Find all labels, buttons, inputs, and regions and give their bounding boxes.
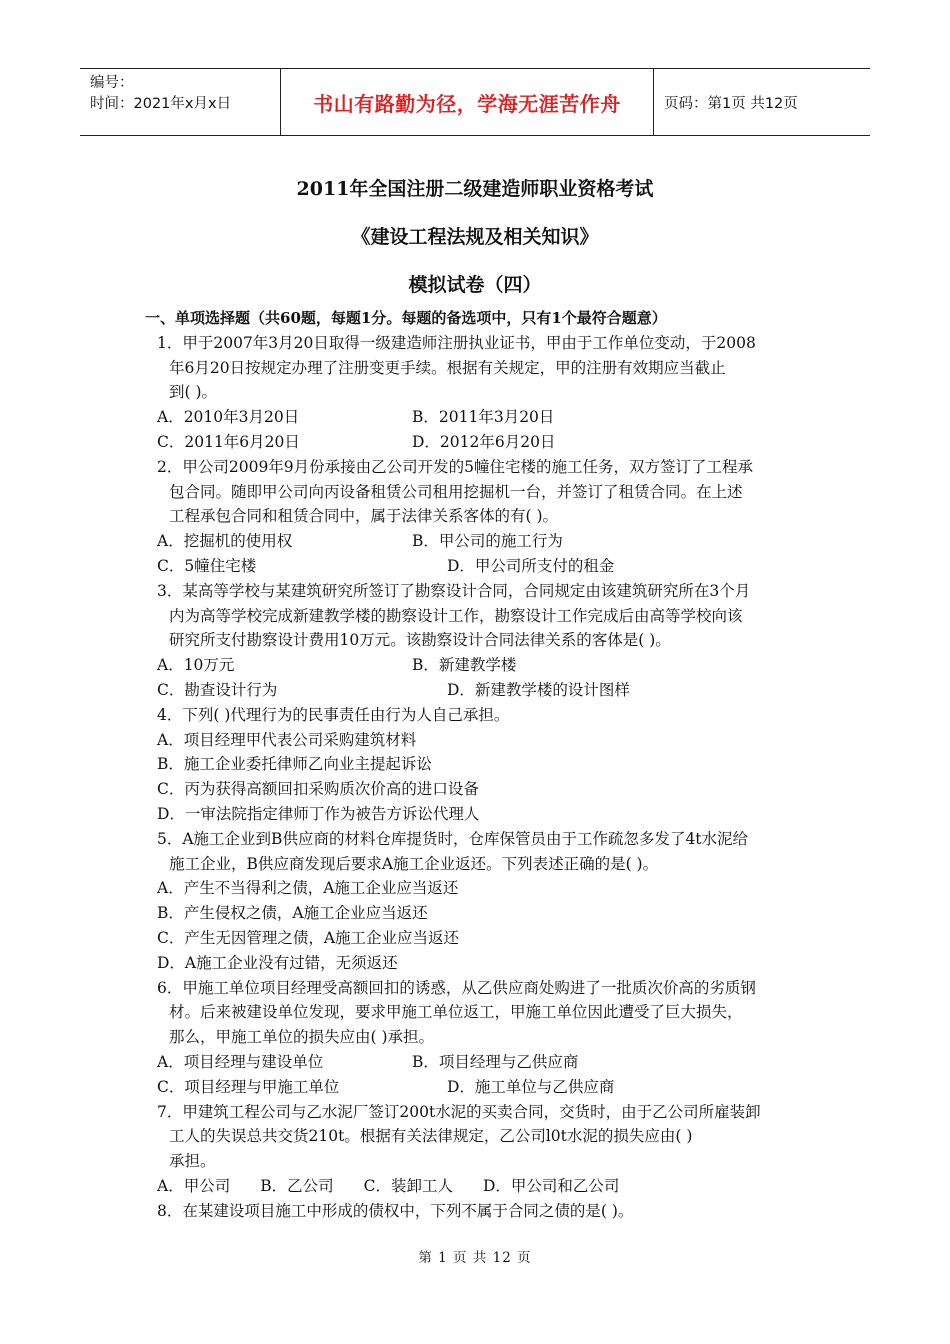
question-3 (145, 579, 805, 703)
question-8 (145, 1199, 805, 1224)
answer-option: A．甲公司 (157, 1176, 231, 1195)
option-row (145, 752, 805, 777)
answer-option: C．项目经理与甲施工单位 (157, 1077, 340, 1096)
question-stem (145, 1100, 805, 1174)
answer-option: B．项目经理与乙供应商 (412, 1052, 579, 1071)
answer-option: C．丙为获得高额回扣采购质次价高的进口设备 (157, 780, 479, 799)
question-stem (145, 1199, 805, 1224)
question-1 (145, 331, 805, 455)
question-stem (145, 579, 805, 653)
question-stem-line: 8．在某建设项目施工中形成的债权中，下列不属于合同之债的是( )。 (157, 1201, 634, 1220)
answer-option: A．2010年3月20日 (157, 408, 300, 427)
question-stem-line: 4．下列( )代理行为的民事责任由行为人自己承担。 (157, 705, 510, 724)
question-6 (145, 976, 805, 1100)
answer-option: C．装卸工人 (363, 1176, 453, 1195)
option-row (145, 951, 805, 976)
answer-option: B．施工企业委托律师乙向业主提起诉讼 (157, 755, 432, 774)
option-row (145, 1174, 805, 1199)
header-meta (80, 69, 280, 135)
answer-option: A．项目经理甲代表公司采购建筑材料 (157, 730, 417, 749)
question-stem-line: 研究所支付勘察设计费用10万元。该勘察设计合同法律关系的客体是( )。 (169, 631, 671, 650)
question-stem-line: 5．A施工企业到B供应商的材料仓库提货时，仓库保管员由于工作疏忽多发了4t水泥给 (157, 829, 749, 848)
question-stem (145, 827, 805, 877)
question-stem (145, 976, 805, 1050)
question-stem-line: 1．甲于2007年3月20日取得一级建造师注册执业证书，甲由于工作单位变动，于2008 (157, 333, 756, 352)
answer-option: C．2011年6月20日 (157, 432, 300, 451)
header-motto: 书山有路勤为径，学海无涯苦作舟 (280, 69, 654, 135)
option-row (145, 777, 805, 802)
question-2 (145, 455, 805, 579)
question-stem-line: 内为高等学校完成新建教学楼的勘察设计工作，勘察设计工作完成后由高等学校向该 (169, 606, 743, 625)
exam-subject: 《建设工程法规及相关知识》 (351, 226, 599, 248)
question-stem-line: 6．甲施工单位项目经理受高额回扣的诱惑，从乙供应商处购进了一批质次价高的劣质钢 (157, 978, 756, 997)
question-stem-line: 工人的失误总共交货210t。根据有关法律规定，乙公司l0t水泥的损失应由( ) (169, 1127, 693, 1146)
answer-option: D．2012年6月20日 (412, 432, 556, 451)
option-row (145, 430, 805, 455)
exam-paper-name: 模拟试卷（四） (408, 274, 542, 296)
question-stem-line: 3．某高等学校与某建筑研究所签订了勘察设计合同，合同规定由该建筑研究所在3个月 (157, 581, 751, 600)
document-date: 时间：2021年x月x日 (90, 96, 232, 112)
question-stem-line: 工程承包合同和租赁合同中，属于法律关系客体的有( )。 (169, 507, 559, 526)
answer-option: C．5幢住宅楼 (157, 556, 257, 575)
question-stem-line: 年6月20日按规定办理了注册变更手续。根据有关规定，甲的注册有效期应当截止 (169, 358, 726, 377)
question-stem-line: 包合同。随即甲公司向丙设备租赁公司租用挖掘机一台，并签订了租赁合同。在上述 (169, 482, 743, 501)
question-stem-line: 2．甲公司2009年9月份承接由乙公司开发的5幢住宅楼的施工任务，双方签订了工程承 (157, 457, 754, 476)
answer-option: D．一审法院指定律师丁作为被告方诉讼代理人 (157, 804, 480, 823)
option-row (145, 1050, 805, 1075)
page-footer: 第 1 页 共 12 页 (418, 1250, 532, 1266)
option-row (145, 802, 805, 827)
answer-option: A．挖掘机的使用权 (157, 532, 293, 551)
answer-option: B．乙公司 (260, 1176, 334, 1195)
answer-option: D．甲公司和乙公司 (482, 1176, 620, 1195)
option-row (145, 529, 805, 554)
header-page-code: 页码：第1页 共12页 (664, 95, 798, 112)
question-stem-line: 那么，甲施工单位的损失应由( )承担。 (169, 1028, 435, 1047)
question-5 (145, 827, 805, 976)
option-row (145, 653, 805, 678)
question-stem (145, 331, 805, 405)
answer-option: D．A施工企业没有过错，无须返还 (157, 953, 398, 972)
question-stem (145, 455, 805, 529)
answer-option: B．产生侵权之债，A施工企业应当返还 (157, 904, 428, 923)
document-number-label: 编号： (90, 75, 134, 91)
question-7 (145, 1100, 805, 1199)
option-row (145, 1075, 805, 1100)
question-4 (145, 703, 805, 827)
answer-option: D．甲公司所支付的租金 (447, 556, 615, 575)
option-row (145, 926, 805, 951)
option-row (145, 405, 805, 430)
answer-option: B．甲公司的施工行为 (412, 532, 563, 551)
question-stem (145, 703, 805, 728)
answer-option: A．项目经理与建设单位 (157, 1052, 324, 1071)
exam-title: 2011年全国注册二级建造师职业资格考试 (296, 178, 654, 200)
option-row (145, 678, 805, 703)
option-row (145, 901, 805, 926)
answer-option: A．产生不当得利之债，A施工企业应当返还 (157, 879, 459, 898)
option-row (145, 554, 805, 579)
answer-option: D．施工单位与乙供应商 (447, 1077, 615, 1096)
option-row (145, 876, 805, 901)
answer-option: B．2011年3月20日 (412, 408, 555, 427)
question-stem-line: 施工企业，B供应商发现后要求A施工企业返还。下列表述正确的是( )。 (169, 854, 659, 873)
answer-option: D．新建教学楼的设计图样 (447, 680, 630, 699)
answer-option: A．10万元 (157, 656, 235, 675)
option-row (145, 728, 805, 753)
answer-option: C．勘查设计行为 (157, 680, 278, 699)
question-stem-line: 材。后来被建设单位发现，要求甲施工单位返工，甲施工单位因此遭受了巨大损失， (169, 1003, 743, 1022)
section-heading: 一、单项选择题（共60题，每题1分。每题的备选项中，只有1个最符合题意） (145, 309, 667, 327)
question-stem-line: 到( )。 (169, 383, 218, 402)
answer-option: B．新建教学楼 (412, 656, 517, 675)
page-header (80, 68, 870, 136)
question-stem-line: 承担。 (169, 1152, 216, 1171)
answer-option: C．产生无因管理之债，A施工企业应当返还 (157, 928, 460, 947)
question-stem-line: 7．甲建筑工程公司与乙水泥厂签订200t水泥的买卖合同，交货时，由于乙公司所雇装卸 (157, 1102, 761, 1121)
question-list (145, 306, 805, 1223)
